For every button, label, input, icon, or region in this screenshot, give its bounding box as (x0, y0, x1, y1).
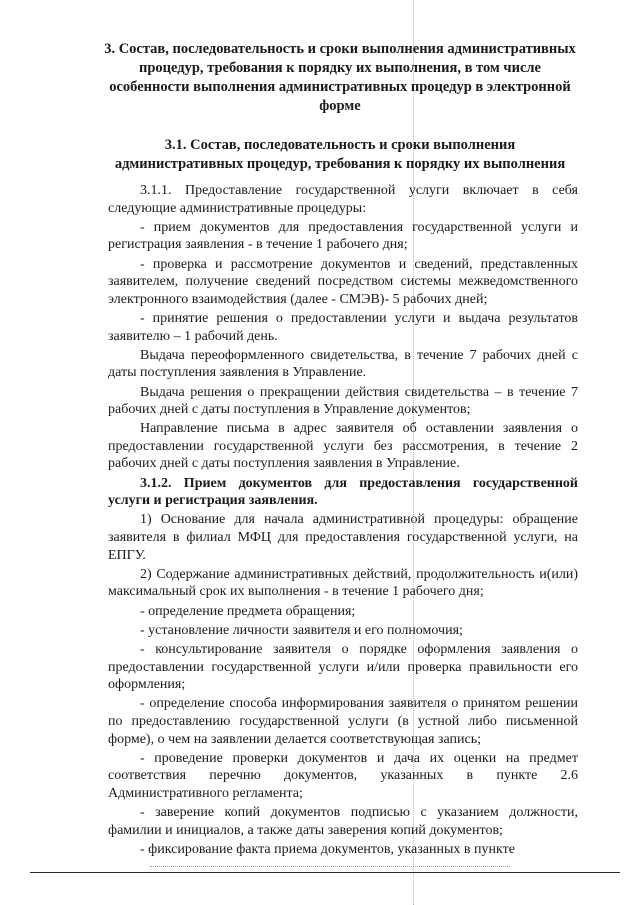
list-item: - установление личности заявителя и его полномочия; (140, 622, 463, 638)
paragraph: 1) Основание для начала административной процедуры: обращение заявителя в филиал МФЦ для предоставления государственной услуги, на ЕПГУ. (108, 512, 578, 563)
paragraph: 2) Содержание административных действий, продолжительность и(или) максимальный срок их выполнения - в течение 1 рабочего дня; (108, 566, 578, 600)
list-item: - определение способа информирования заявителя о принятом решении по предоставлению государственной услуги (в устной либо письменной форме), о чем на заявлении делается соответствующая запись; (108, 696, 578, 747)
paragraph: 3.1.1. Предоставление государственной услуги включает в себя следующие административные процедуры: (108, 183, 578, 216)
paragraph: Направление письма в адрес заявителя об оставлении заявления о предоставлении государственной услуги без рассмотрения, в течение 2 рабочих дней с даты поступления заявления в Управление. (108, 421, 578, 472)
list-item: - принятие решения о предоставлении услуги и выдача результатов заявителю – 1 рабочий день. (108, 310, 578, 344)
subsection-title (108, 475, 578, 510)
section-heading: 3. Состав, последовательность и сроки выполнения административных процедур, требования к порядку их выполнения, в том числе особенности выполнения административных процедур в электронной форме (104, 41, 576, 114)
paragraph: Выдача переоформленного свидетельства, в течение 7 рабочих дней с даты поступления заявления в Управление. (108, 347, 578, 381)
list-item: - проведение проверки документов и дача их оценки на предмет соответствия перечню документов, указанных в пункте 2.6 Административного регламента; (108, 750, 578, 801)
subsection-heading: 3.1. Состав, последовательность и сроки выполнения административных процедур, требования к порядку их выполнения (114, 137, 566, 172)
subsection-title-text: 3.1.2. Прием документов для предоставления государственной услуги и регистрация заявления. (108, 475, 578, 509)
list-item: - определение предмета обращения; (140, 603, 356, 619)
paragraph: Выдача решения о прекращении действия свидетельства – в течение 7 рабочих дней с даты поступления в Управление документов; (108, 384, 578, 418)
list-item: - прием документов для предоставления государственной услуги и регистрация заявления - в течение 1 рабочего дня; (108, 219, 578, 253)
footer-rule (30, 872, 620, 873)
list-item: - заверение копий документов подписью с указанием должности, фамилии и инициалов, а также даты заверения копий документов; (108, 805, 578, 838)
list-item: - проверка и рассмотрение документов и сведений, представленных заявителем, получение сведений посредством системы межведомственного электронного взаимодействия (далее - СМЭВ)- 5 рабочих дней; (108, 256, 578, 307)
list-item: - консультирование заявителя о порядке оформления заявления о предоставлении государственной услуги и/или проверка правильности его оформления; (108, 641, 578, 693)
list-item: - фиксирование факта приема документов, указанных в пункте (140, 841, 515, 857)
footer-dotted-line (150, 866, 510, 867)
document-body (108, 182, 578, 860)
